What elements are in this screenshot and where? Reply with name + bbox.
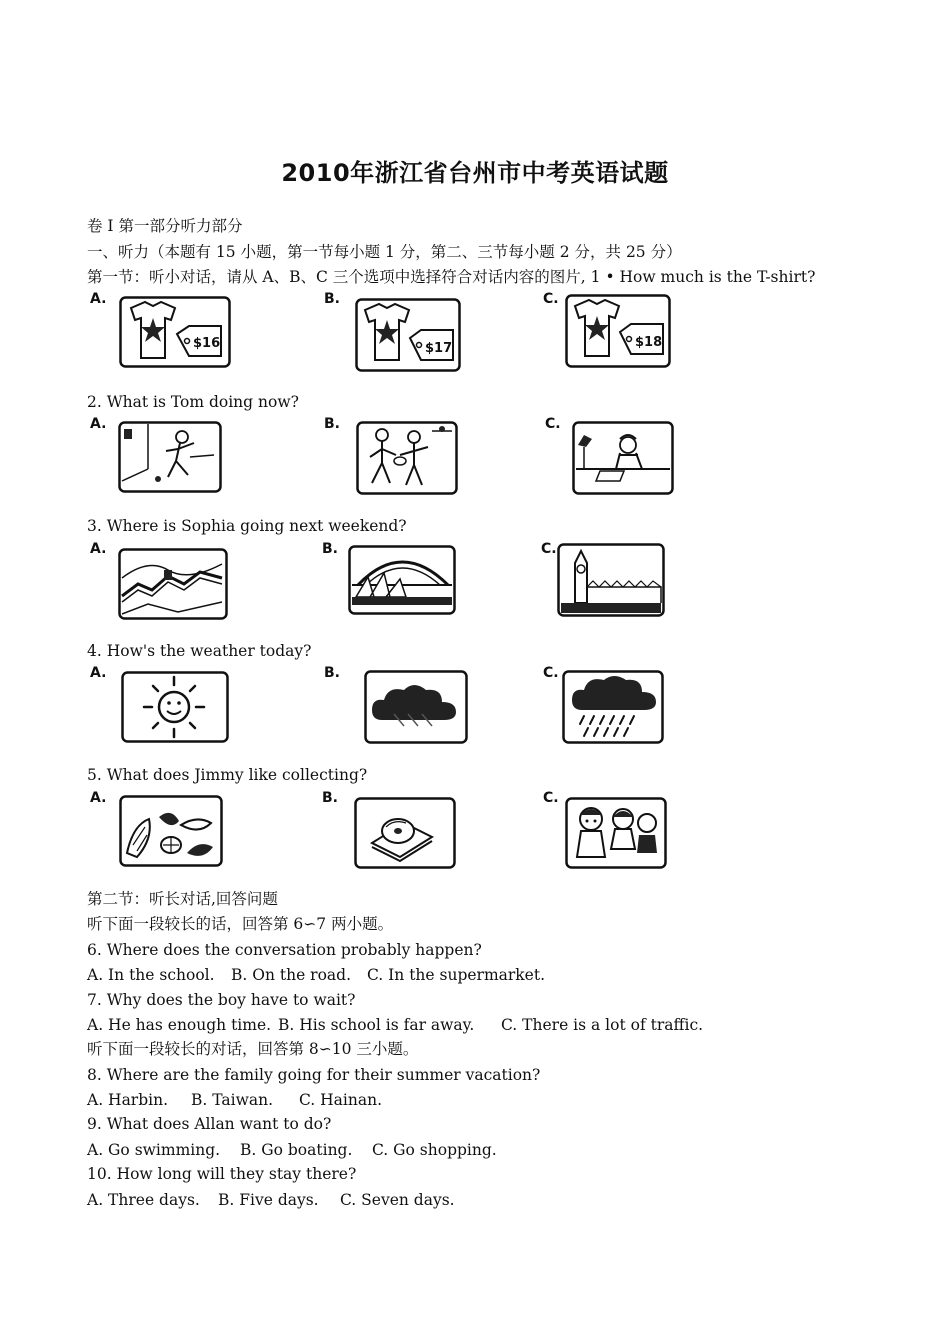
answer-option: B. Taiwan. — [191, 1091, 273, 1109]
question-text: 10. How long will they stay there? — [87, 1165, 357, 1183]
answer-option: A. Harbin. — [87, 1091, 169, 1109]
answer-option: B. Five days. — [218, 1191, 319, 1209]
cd-icon[interactable] — [354, 797, 456, 869]
question-text: 2. What is Tom doing now? — [87, 393, 299, 411]
part-instruction: 一、听力（本题有 15 小题，第一节每小题 1 分，第二、三节每小题 2 分，共 25 分） — [87, 243, 682, 261]
section2-heading: 第二节：听长对话,回答问题 — [87, 890, 278, 908]
boy-playing-icon[interactable] — [118, 421, 222, 493]
rain-icon[interactable] — [562, 670, 664, 744]
question-text: 4. How's the weather today? — [87, 642, 312, 660]
section1-instruction: 第一节：听小对话，请从 A、B、C 三个选项中选择符合对话内容的图片, 1 • How much is the T-shirt? — [87, 268, 816, 286]
option-letter: B. — [322, 790, 338, 806]
answer-option: C. Seven days. — [340, 1191, 455, 1209]
section-heading: 卷 I 第一部分听力部分 — [87, 217, 243, 235]
great-wall-icon[interactable] — [118, 548, 228, 620]
option-letter: C. — [545, 416, 561, 432]
section2-intro: 听下面一段较长的对话，回答第 8∽10 三小题。 — [87, 1040, 419, 1058]
option-letter: C. — [541, 541, 557, 557]
boy-studying-icon[interactable] — [572, 421, 674, 495]
option-letter: A. — [90, 790, 107, 806]
answer-option: A. Go swimming. — [87, 1141, 221, 1159]
answer-option: C. Go shopping. — [372, 1141, 497, 1159]
price-tag-label: $17 — [425, 341, 453, 356]
option-letter: A. — [90, 291, 107, 307]
option-letter: C. — [543, 790, 559, 806]
question-text: 8. Where are the family going for their summer vacation? — [87, 1066, 541, 1084]
answer-option: C. There is a lot of traffic. — [501, 1016, 704, 1034]
section2-intro: 听下面一段较长的话，回答第 6∽7 两小题。 — [87, 915, 394, 933]
answer-option: B. His school is far away. — [278, 1016, 475, 1034]
sydney-opera-house-icon[interactable] — [348, 545, 456, 615]
option-letter: B. — [324, 416, 340, 432]
question-text: 6. Where does the conversation probably happen? — [87, 941, 482, 959]
tshirt-icon[interactable] — [565, 294, 671, 368]
answer-option: A. Three days. — [87, 1191, 200, 1209]
boys-sport-icon[interactable] — [356, 421, 458, 495]
page-title: 2010年浙江省台州市中考英语试题 — [281, 159, 669, 187]
question-text: 5. What does Jimmy like collecting? — [87, 766, 368, 784]
answer-option: C. Hainan. — [299, 1091, 383, 1109]
option-letter: A. — [90, 416, 107, 432]
answer-option: A. In the school. — [87, 966, 215, 984]
option-letter: C. — [543, 665, 559, 681]
answer-option: B. Go boating. — [240, 1141, 353, 1159]
answer-option: B. On the road. — [231, 966, 352, 984]
price-tag-label: $18 — [635, 335, 663, 350]
shells-icon[interactable] — [119, 795, 223, 867]
option-letter: A. — [90, 541, 107, 557]
sun-icon[interactable] — [121, 671, 229, 743]
option-letter: A. — [90, 665, 107, 681]
question-text: 9. What does Allan want to do? — [87, 1115, 332, 1133]
price-tag-label: $16 — [193, 336, 221, 351]
cloud-icon[interactable] — [364, 670, 468, 744]
question-text: 7. Why does the boy have to wait? — [87, 991, 356, 1009]
question-text: 3. Where is Sophia going next weekend? — [87, 517, 407, 535]
tshirt-icon[interactable] — [119, 296, 231, 368]
option-letter: C. — [543, 291, 559, 307]
answer-option: A. He has enough time. — [87, 1016, 272, 1034]
answer-option: C. In the supermarket. — [367, 966, 546, 984]
option-letter: B. — [324, 665, 340, 681]
big-ben-icon[interactable] — [557, 543, 665, 617]
option-letter: B. — [322, 541, 338, 557]
tshirt-icon[interactable] — [355, 298, 461, 372]
option-letter: B. — [324, 291, 340, 307]
dolls-icon[interactable] — [565, 797, 667, 869]
